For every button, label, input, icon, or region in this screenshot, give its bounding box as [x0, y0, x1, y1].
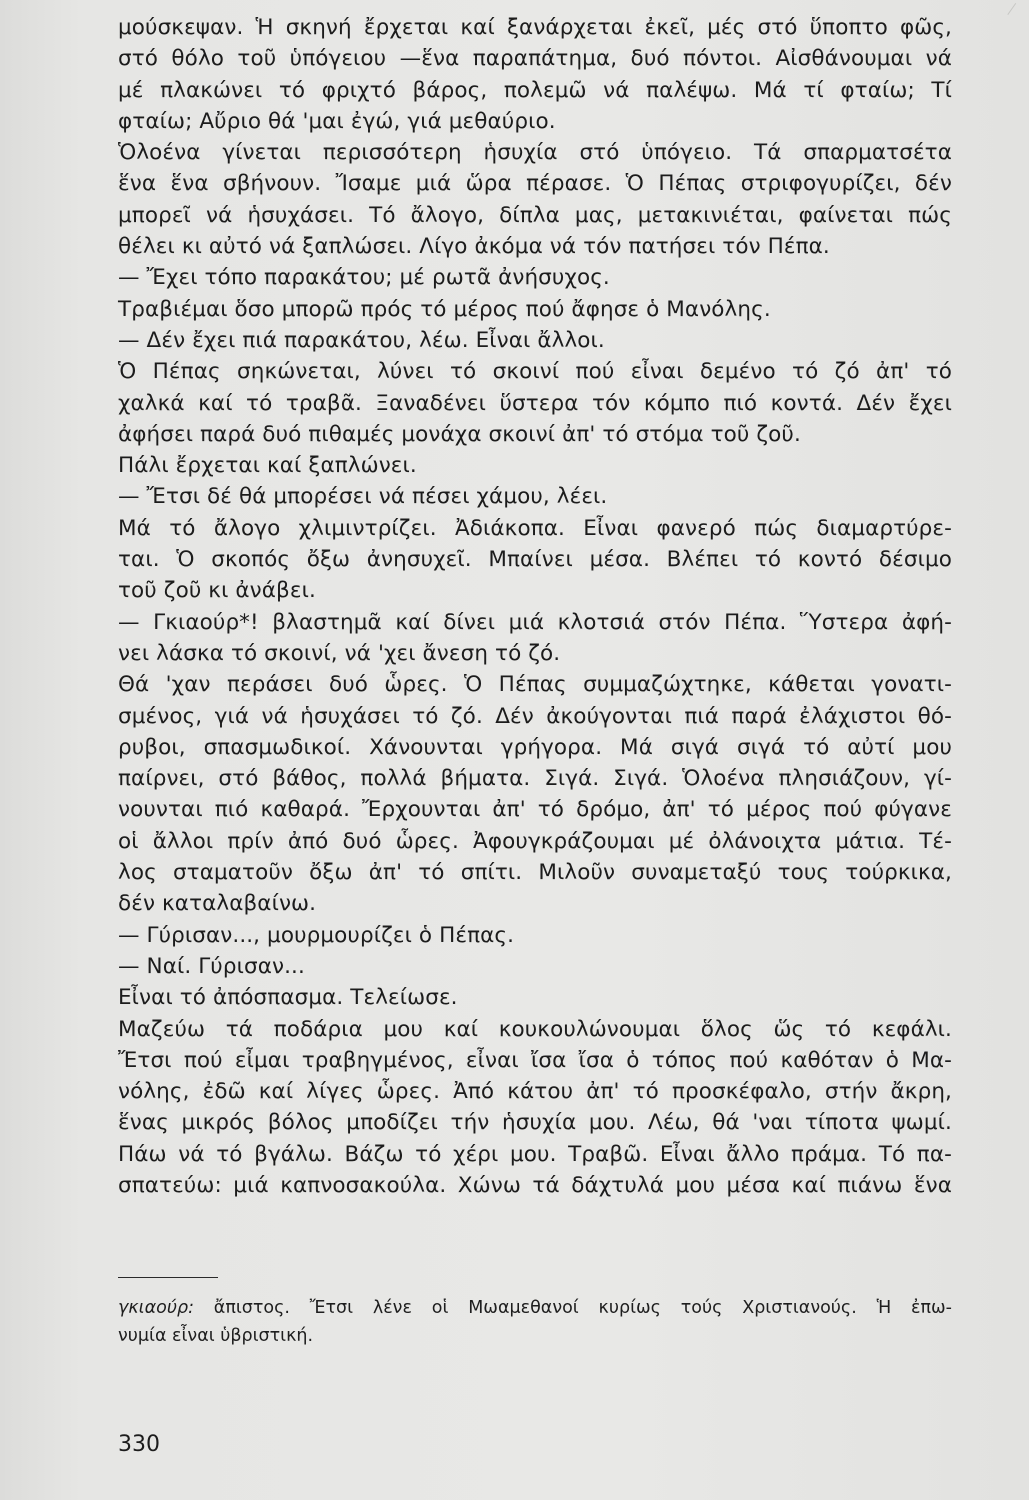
text-line: ται. Ὁ σκοπός ὄξω ἀνησυχεῖ. Μπαίνει μέσα. Βλέπει τό κοντό δέσιμο — [118, 547, 952, 573]
text-line: Μά τό ἄλογο χλιμιντρίζει. Ἀδιάκοπα. Εἶναι φανερό πώς διαμαρτύρε- — [118, 515, 952, 541]
text-line: — Ἔτσι δέ θά μπορέσει νά πέσει χάμου, λέει. — [118, 484, 608, 510]
text-line: μούσκεψαν. Ἡ σκηνή ἔρχεται καί ξανάρχεται ἐκεῖ, μές στό ὕποπτο φῶς, — [118, 15, 952, 40]
text-line: νουνται πιό καθαρά. Ἔρχουνται ἀπ' τό δρόμο, ἀπ' τό μέρος πού φύγανε — [118, 797, 952, 823]
footnote — [118, 1294, 952, 1350]
text-line: — Γκιαούρ*! βλαστημᾶ καί δίνει μιά κλοτσιά στόν Πέπα. Ὕστερα ἀφή- — [118, 609, 952, 635]
text-line: σπατεύω: μιά καπνοσακούλα. Χώνω τά δάχτυλά μου μέσα καί πιάνω ἕνα — [118, 1172, 952, 1198]
text-line: — Γύρισαν..., μουρμουρίζει ὁ Πέπας. — [118, 922, 515, 948]
footnote-definition: ἄπιστος. Ἔτσι λένε οἱ Μωαμεθανοί κυρίως τούς Χριστιανούς. Ἡ ἐπω- — [213, 1298, 952, 1318]
footnote-separator — [118, 1277, 218, 1278]
text-line: ἕνας μικρός βόλος μποδίζει τήν ἡσυχία μου. Λέω, θά 'ναι τίποτα ψωμί. — [118, 1110, 952, 1136]
text-line: στό θόλο τοῦ ὑπόγειου —ἕνα παραπάτημα, δυό πόντοι. Αἰσθάνουμαι νά — [118, 46, 952, 72]
text-line: — Ἔχει τόπο παρακάτου; μέ ρωτᾶ ἀνήσυχος. — [118, 265, 610, 291]
main-text-block — [118, 12, 952, 1201]
text-line: ἕνα ἕνα σβήνουν. Ἴσαμε μιά ὥρα πέρασε. Ὁ Πέπας στριφογυρίζει, δέν — [118, 171, 952, 197]
text-line: ρυβοι, σπασμωδικοί. Χάνουνται γρήγορα. Μά σιγά σιγά τό αὐτί μου — [118, 734, 952, 760]
text-line: τοῦ ζοῦ κι ἀνάβει. — [118, 578, 316, 604]
text-line: χαλκά καί τό τραβᾶ. Ξαναδένει ὕστερα τόν κόμπο πιό κοντά. Δέν ἔχει — [118, 390, 952, 416]
text-line: μπορεῖ νά ἡσυχάσει. Τό ἄλογο, δίπλα μας, μετακινιέται, φαίνεται πώς — [118, 202, 952, 228]
text-line: παίρνει, στό βάθος, πολλά βήματα. Σιγά. Σιγά. Ὁλοένα πλησιάζουν, γί- — [118, 766, 952, 792]
text-line: Μαζεύω τά ποδάρια μου καί κουκουλώνουμαι ὅλος ὥς τό κεφάλι. — [118, 1016, 952, 1042]
footnote-line-2: νυμία εἶναι ὑβριστική. — [118, 1326, 314, 1346]
text-line: μέ πλακώνει τό φριχτό βάρος, πολεμῶ νά παλέψω. Μά τί φταίω; Τί — [118, 77, 952, 103]
text-line: Εἶναι τό ἀπόσπασμα. Τελείωσε. — [118, 985, 458, 1011]
text-line: Θά 'χαν περάσει δυό ὧρες. Ὁ Πέπας συμμαζώχτηκε, κάθεται γονατι- — [118, 672, 952, 698]
page-number: 330 — [118, 1432, 160, 1457]
text-line: θέλει κι αὐτό νά ξαπλώσει. Λίγο ἀκόμα νά τόν πατήσει τόν Πέπα. — [118, 234, 830, 260]
footnote-line-1 — [118, 1294, 952, 1322]
text-line: — Ναί. Γύρισαν... — [118, 953, 305, 979]
text-line: — Δέν ἔχει πιά παρακάτου, λέω. Εἶναι ἄλλοι. — [118, 327, 605, 353]
text-line: νόλης, ἐδῶ καί λίγες ὧρες. Ἀπό κάτου ἀπ' τό προσκέφαλο, στήν ἄκρη, — [118, 1079, 952, 1105]
text-line: Τραβιέμαι ὅσο μπορῶ πρός τό μέρος πού ἄφησε ὁ Μανόλης. — [118, 296, 771, 322]
text-line: Πάω νά τό βγάλω. Βάζω τό χέρι μου. Τραβῶ. Εἶναι ἄλλο πράμα. Τό πα- — [118, 1141, 952, 1167]
text-line: Πάλι ἔρχεται καί ξαπλώνει. — [118, 453, 417, 479]
text-line: δέν καταλαβαίνω. — [118, 891, 317, 917]
text-line: Ὁ Πέπας σηκώνεται, λύνει τό σκοινί πού εἶναι δεμένο τό ζό ἀπ' τό — [118, 359, 952, 385]
text-line: ἀφήσει παρά δυό πιθαμές μονάχα σκοινί ἀπ' τό στόμα τοῦ ζοῦ. — [118, 421, 801, 447]
page-corner-mark — [1007, 3, 1027, 23]
text-line: φταίω; Αὔριο θά 'μαι ἐγώ, γιά μεθαύριο. — [118, 108, 556, 134]
text-line: Ἔτσι πού εἶμαι τραβηγμένος, εἶναι ἴσα ἴσα ὁ τόπος πού καθόταν ὁ Μα- — [118, 1047, 952, 1073]
text-line: σμένος, γιά νά ἡσυχάσει τό ζό. Δέν ἀκούγονται πιά παρά ἐλάχιστοι θό- — [118, 703, 952, 729]
text-line: νει λάσκα τό σκοινί, νά 'χει ἄνεση τό ζό. — [118, 640, 561, 666]
footnote-term: γκιαούρ: — [118, 1298, 194, 1318]
text-line: λος σταματοῦν ὄξω ἀπ' τό σπίτι. Μιλοῦν συναμεταξύ τους τούρκικα, — [118, 860, 952, 886]
text-line: οἱ ἄλλοι πρίν ἀπό δυό ὧρες. Ἀφουγκράζουμαι μέ ὀλάνοιχτα μάτια. Τέ- — [118, 828, 952, 854]
text-line: Ὁλοένα γίνεται περισσότερη ἡσυχία στό ὑπόγειο. Τά σπαρματσέτα — [118, 140, 952, 166]
